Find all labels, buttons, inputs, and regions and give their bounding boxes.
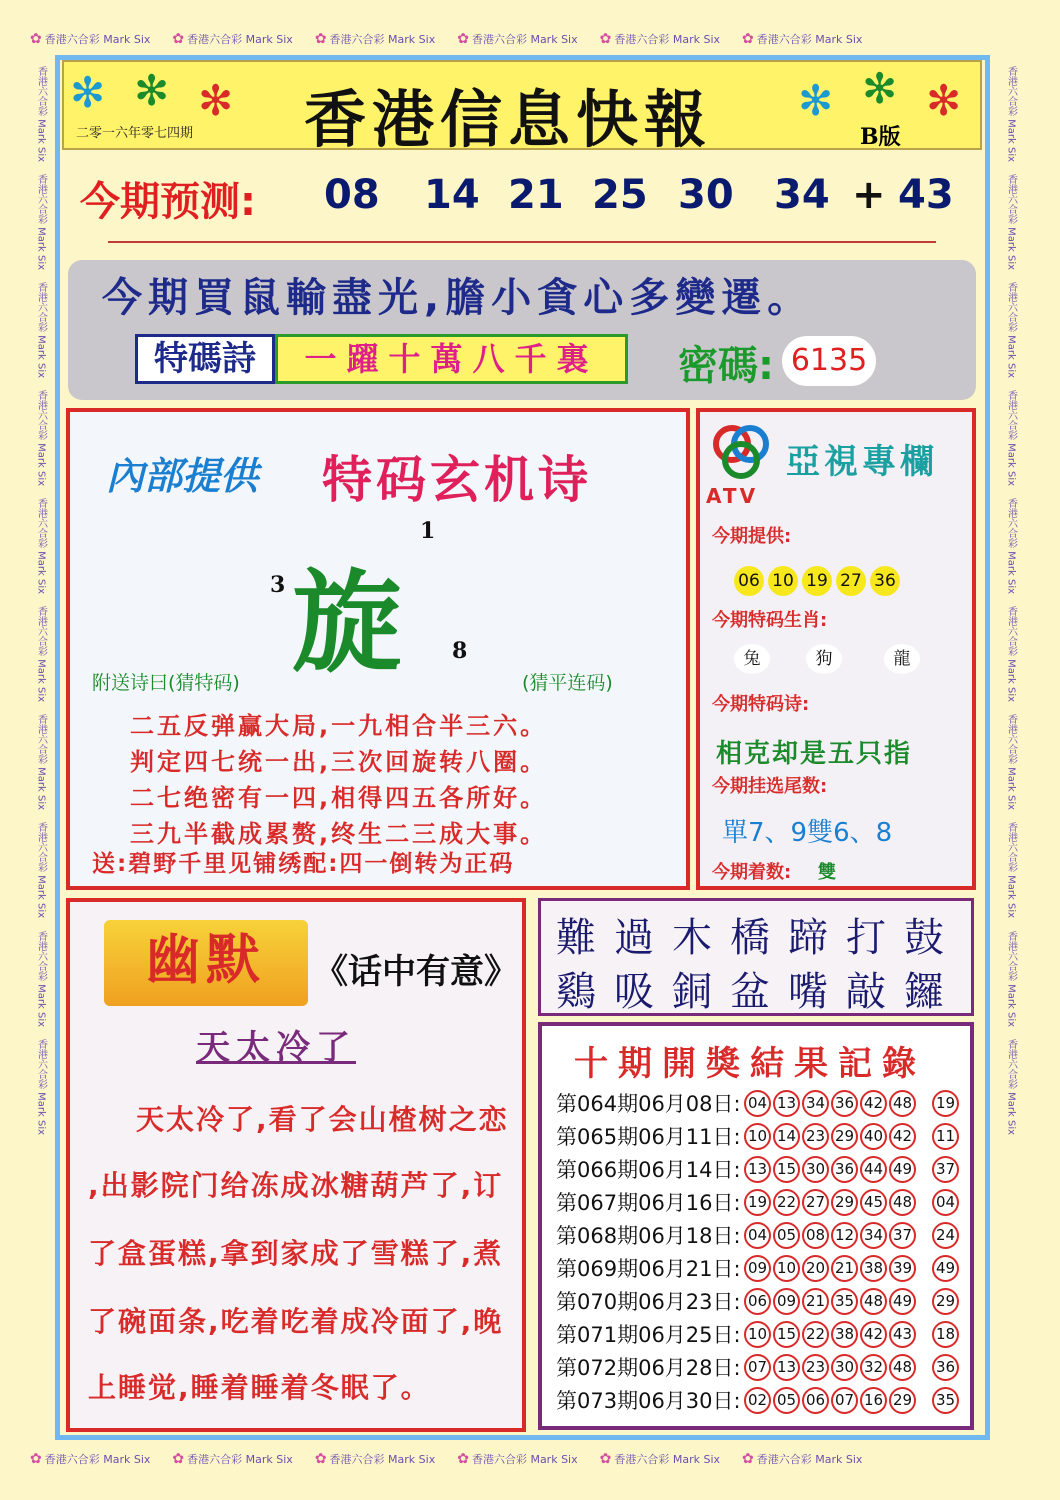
humor-line: 天太冷了,看了会山楂树之恋 (136, 1103, 509, 1136)
record-ball: 23 (802, 1123, 829, 1150)
humor-line: 了盒蛋糕,拿到家成了雪糕了,煮 (88, 1237, 504, 1270)
border-watermark (34, 1039, 49, 1135)
humor-line: 了碗面条,吃着吃着成冷面了,晚 (88, 1305, 504, 1338)
record-special-ball: 11 (932, 1123, 959, 1150)
record-special-ball: 19 (932, 1090, 959, 1117)
record-ball: 42 (860, 1090, 887, 1117)
record-row (556, 1352, 961, 1382)
number-ball: 36 (870, 566, 900, 596)
border-watermark (34, 390, 49, 486)
record-ball: 04 (744, 1090, 771, 1117)
provide-label: 今期提供: (712, 526, 792, 547)
record-special-ball: 49 (932, 1255, 959, 1282)
zodiac-item: 狗 (806, 644, 842, 674)
record-row (556, 1220, 961, 1250)
record-ball: 16 (860, 1387, 887, 1414)
record-special-ball: 04 (932, 1189, 959, 1216)
record-ball: 08 (802, 1222, 829, 1249)
border-text: 香港六合彩 Mark Six (35, 714, 47, 811)
prediction-number: 25 (592, 172, 648, 218)
zodiac-label: 今期特码生肖: (712, 610, 828, 631)
flower-icon: ✿ (314, 1451, 327, 1467)
record-ball: 06 (802, 1387, 829, 1414)
border-text: 香港六合彩 Mark Six (1005, 498, 1017, 595)
page-title: 香港信息快報 (304, 83, 713, 156)
record-ball: 29 (831, 1189, 858, 1216)
border-text: 香港六合彩 Mark Six (35, 1038, 47, 1135)
border-text: 香港六合彩 Mark Six (329, 33, 436, 46)
border-watermark (34, 174, 49, 270)
border-text: 香港六合彩 Mark Six (329, 1453, 436, 1466)
star-icon: ✻ (134, 66, 170, 115)
idiom-line: 鷄吸銅盆嘴敲鑼 (556, 969, 962, 1015)
border-text: 香港六合彩 Mark Six (1005, 282, 1017, 379)
idiom-line: 難過木橋蹄打鼓 (556, 915, 962, 961)
record-date: 第068期06月18日: (556, 1224, 741, 1248)
record-ball: 14 (773, 1123, 800, 1150)
prediction-number: 14 (424, 172, 480, 218)
border-left (30, 60, 52, 1450)
border-text: 香港六合彩 Mark Six (44, 1453, 151, 1466)
flower-icon: ✿ (172, 1451, 185, 1467)
record-ball: 35 (831, 1288, 858, 1315)
record-date: 第072期06月28日: (556, 1356, 741, 1380)
record-ball: 36 (831, 1156, 858, 1183)
border-text: 香港六合彩 Mark Six (1005, 822, 1017, 919)
border-watermark (34, 606, 49, 702)
record-ball: 48 (860, 1288, 887, 1315)
record-date: 第073期06月30日: (556, 1389, 741, 1413)
flower-icon: ✿ (314, 31, 327, 47)
count-value: 雙 (818, 862, 836, 883)
border-text: 香港六合彩 Mark Six (614, 1453, 721, 1466)
border-watermark (1004, 822, 1019, 918)
border-text: 香港六合彩 Mark Six (471, 1453, 578, 1466)
version-label: B版 (860, 124, 901, 150)
record-ball: 06 (744, 1288, 771, 1315)
record-special-ball: 24 (932, 1222, 959, 1249)
border-watermark (600, 1451, 720, 1467)
tema-poem-label: 特碼詩 (135, 334, 275, 384)
record-special-ball: 35 (932, 1387, 959, 1414)
record-row (556, 1286, 961, 1316)
slogan-text: 今期買鼠輸盡光,膽小貪心多變遷。 (102, 275, 814, 321)
riddle-digit: 8 (452, 638, 468, 664)
border-text: 香港六合彩 Mark Six (35, 282, 47, 379)
border-watermark (172, 31, 292, 47)
gift-label-right: (猜平连码) (522, 672, 613, 694)
prediction-special: 43 (898, 172, 954, 218)
prediction-number: 08 (324, 172, 380, 218)
prediction-label: 今期预测: (80, 179, 256, 225)
record-ball: 21 (802, 1288, 829, 1315)
border-text: 香港六合彩 Mark Six (35, 822, 47, 919)
border-watermark (172, 1451, 292, 1467)
flower-icon: ✿ (599, 1451, 612, 1467)
border-watermark (1004, 390, 1019, 486)
record-date: 第070期06月23日: (556, 1290, 741, 1314)
star-icon: ✻ (798, 76, 834, 125)
record-ball: 19 (744, 1189, 771, 1216)
humor-badge: 幽默 (104, 920, 308, 1006)
border-text: 香港六合彩 Mark Six (35, 390, 47, 487)
record-ball: 43 (889, 1321, 916, 1348)
gift-label-left: 附送诗曰(猜特码) (92, 672, 240, 694)
record-ball: 39 (889, 1255, 916, 1282)
poem-line: 判定四七统一出,三次回旋转八圈。 (130, 748, 548, 776)
poem-line: 二五反弹赢大局,一九相合半三六。 (130, 712, 548, 740)
record-ball: 09 (744, 1255, 771, 1282)
border-watermark (742, 1451, 862, 1467)
tail-label: 今期挂选尾数: (712, 776, 828, 797)
record-ball: 40 (860, 1123, 887, 1150)
humor-line: ,出影院门给冻成冰糖葫芦了,订 (88, 1169, 504, 1202)
tema-poem-text: 一躍十萬八千裏 (275, 334, 628, 384)
flower-icon: ✿ (30, 1451, 42, 1467)
mima-label: 密碼: (678, 343, 774, 389)
record-ball: 48 (889, 1354, 916, 1381)
record-ball: 23 (802, 1354, 829, 1381)
record-ball: 10 (744, 1321, 771, 1348)
record-row (556, 1154, 961, 1184)
border-watermark (1004, 931, 1019, 1027)
panel-heading: 特码玄机诗 (322, 451, 592, 509)
flower-icon: ✿ (599, 31, 612, 47)
border-text: 香港六合彩 Mark Six (1005, 390, 1017, 487)
border-watermark (457, 31, 577, 47)
header (62, 60, 982, 156)
riddle-digit: 3 (270, 572, 286, 598)
flower-icon: ✿ (457, 1451, 469, 1467)
border-text: 香港六合彩 Mark Six (1005, 606, 1017, 703)
border-watermark (34, 282, 49, 378)
flower-icon: ✿ (457, 31, 469, 47)
record-ball: 10 (744, 1123, 771, 1150)
record-row (556, 1319, 961, 1349)
record-row (556, 1253, 961, 1283)
record-ball: 20 (802, 1255, 829, 1282)
prediction-row (62, 158, 982, 238)
record-ball: 02 (744, 1387, 771, 1414)
riddle-digit: 1 (420, 518, 436, 544)
record-ball: 42 (889, 1123, 916, 1150)
flower-icon: ✿ (742, 1451, 754, 1467)
border-watermark (1004, 606, 1019, 702)
border-watermark (742, 31, 862, 47)
border-watermark (34, 714, 49, 810)
record-ball: 48 (889, 1090, 916, 1117)
divider (108, 241, 936, 243)
record-special-ball: 37 (932, 1156, 959, 1183)
border-text: 香港六合彩 Mark Six (1005, 174, 1017, 271)
flower-icon: ✿ (172, 31, 185, 47)
border-watermark (1004, 66, 1019, 162)
border-watermark (315, 1451, 435, 1467)
poem-line: 二七绝密有一四,相得四五各所好。 (130, 784, 548, 812)
border-watermark (1004, 1039, 1019, 1135)
humor-line: 上睡觉,睡着睡着冬眠了。 (88, 1371, 431, 1404)
border-top (30, 28, 1030, 50)
record-ball: 45 (860, 1189, 887, 1216)
record-ball: 05 (773, 1222, 800, 1249)
riddle-char: 旋 (292, 559, 402, 687)
prediction-number: 34 (774, 172, 830, 218)
record-ball: 09 (773, 1288, 800, 1315)
record-ball: 34 (802, 1090, 829, 1117)
record-ball: 07 (831, 1387, 858, 1414)
record-ball: 30 (802, 1156, 829, 1183)
record-ball: 48 (889, 1189, 916, 1216)
border-watermark (34, 822, 49, 918)
record-date: 第067期06月16日: (556, 1191, 741, 1215)
border-watermark (34, 66, 49, 162)
record-ball: 44 (860, 1156, 887, 1183)
border-text: 香港六合彩 Mark Six (44, 33, 151, 46)
record-ball: 22 (802, 1321, 829, 1348)
border-watermark (30, 1451, 150, 1467)
count-label: 今期着数: (712, 862, 792, 883)
record-row (556, 1088, 961, 1118)
tail-value: 單7、9雙6、8 (722, 818, 893, 848)
record-ball: 36 (831, 1090, 858, 1117)
border-text: 香港六合彩 Mark Six (35, 66, 47, 163)
border-right (1000, 60, 1022, 1450)
records-title: 十期開獎結果記錄 (574, 1044, 926, 1084)
record-ball: 12 (831, 1222, 858, 1249)
prediction-number: 30 (678, 172, 734, 218)
border-text: 香港六合彩 Mark Six (35, 606, 47, 703)
record-ball: 13 (773, 1090, 800, 1117)
humor-subtitle: 《话中有意》 (314, 952, 518, 992)
record-ball: 13 (773, 1354, 800, 1381)
mima-value: 6135 (782, 336, 876, 386)
border-text: 香港六合彩 Mark Six (187, 1453, 293, 1466)
record-ball: 42 (860, 1321, 887, 1348)
border-text: 香港六合彩 Mark Six (35, 930, 47, 1027)
border-watermark (457, 1451, 577, 1467)
border-text: 香港六合彩 Mark Six (756, 33, 863, 46)
zodiac-item: 兔 (734, 644, 770, 674)
border-watermark (30, 31, 150, 47)
record-ball: 04 (744, 1222, 771, 1249)
record-row (556, 1187, 961, 1217)
record-ball: 49 (889, 1156, 916, 1183)
border-text: 香港六合彩 Mark Six (35, 174, 47, 271)
star-icon: ✻ (926, 76, 962, 125)
border-text: 香港六合彩 Mark Six (614, 33, 721, 46)
border-text: 香港六合彩 Mark Six (1005, 930, 1017, 1027)
record-special-ball: 18 (932, 1321, 959, 1348)
number-ball: 19 (802, 566, 832, 596)
prediction-number: 21 (508, 172, 564, 218)
edition-label: 二零一六年零七四期 (76, 126, 194, 141)
record-ball: 13 (744, 1156, 771, 1183)
zodiac-item: 龍 (884, 644, 920, 674)
record-ball: 38 (831, 1321, 858, 1348)
poem-text: 相克却是五只指 (716, 739, 913, 769)
record-ball: 27 (802, 1189, 829, 1216)
record-ball: 49 (889, 1288, 916, 1315)
record-ball: 37 (889, 1222, 916, 1249)
star-icon: ✻ (198, 76, 234, 125)
record-special-ball: 29 (932, 1288, 959, 1315)
record-row (556, 1385, 961, 1415)
record-date: 第064期06月08日: (556, 1092, 741, 1116)
record-date: 第066期06月14日: (556, 1158, 741, 1182)
record-date: 第071期06月25日: (556, 1323, 741, 1347)
record-ball: 30 (831, 1354, 858, 1381)
border-watermark (1004, 714, 1019, 810)
border-text: 香港六合彩 Mark Six (35, 498, 47, 595)
humor-title: 天太冷了 (196, 1028, 356, 1068)
border-text: 香港六合彩 Mark Six (1005, 66, 1017, 163)
record-ball: 10 (773, 1255, 800, 1282)
record-ball: 38 (860, 1255, 887, 1282)
provider-label: 內部提供 (106, 454, 259, 498)
record-ball: 34 (860, 1222, 887, 1249)
star-icon: ✻ (70, 68, 106, 117)
poem-label: 今期特码诗: (712, 694, 810, 715)
border-watermark (34, 931, 49, 1027)
record-date: 第065期06月11日: (556, 1125, 741, 1149)
border-bottom (30, 1448, 1030, 1470)
border-text: 香港六合彩 Mark Six (187, 33, 293, 46)
number-ball: 27 (836, 566, 866, 596)
border-watermark (1004, 282, 1019, 378)
plus-sign: + (852, 172, 886, 218)
record-row (556, 1121, 961, 1151)
border-watermark (34, 498, 49, 594)
record-ball: 15 (773, 1321, 800, 1348)
border-text: 香港六合彩 Mark Six (471, 33, 578, 46)
record-special-ball: 36 (932, 1354, 959, 1381)
record-ball: 29 (889, 1387, 916, 1414)
poem-send-line: 送:碧野千里见铺绣配:四一倒转为正码 (92, 851, 515, 877)
record-ball: 05 (773, 1387, 800, 1414)
star-icon: ✻ (862, 64, 898, 113)
border-watermark (600, 31, 720, 47)
atv-logo-text: ATV (706, 484, 759, 508)
record-ball: 22 (773, 1189, 800, 1216)
poem-line: 三九半截成累赘,终生二三成大事。 (130, 820, 548, 848)
record-ball: 21 (831, 1255, 858, 1282)
border-watermark (315, 31, 435, 47)
record-ball: 07 (744, 1354, 771, 1381)
border-text: 香港六合彩 Mark Six (1005, 714, 1017, 811)
atv-title: 亞視專欄 (786, 442, 938, 482)
record-date: 第069期06月21日: (556, 1257, 741, 1281)
flower-icon: ✿ (30, 31, 42, 47)
border-watermark (1004, 498, 1019, 594)
number-ball: 10 (768, 566, 798, 596)
record-ball: 15 (773, 1156, 800, 1183)
border-text: 香港六合彩 Mark Six (756, 1453, 863, 1466)
border-text: 香港六合彩 Mark Six (1005, 1038, 1017, 1135)
record-ball: 32 (860, 1354, 887, 1381)
atv-logo-icon (712, 424, 770, 480)
border-watermark (1004, 174, 1019, 270)
flower-icon: ✿ (742, 31, 754, 47)
record-ball: 29 (831, 1123, 858, 1150)
number-ball: 06 (734, 566, 764, 596)
